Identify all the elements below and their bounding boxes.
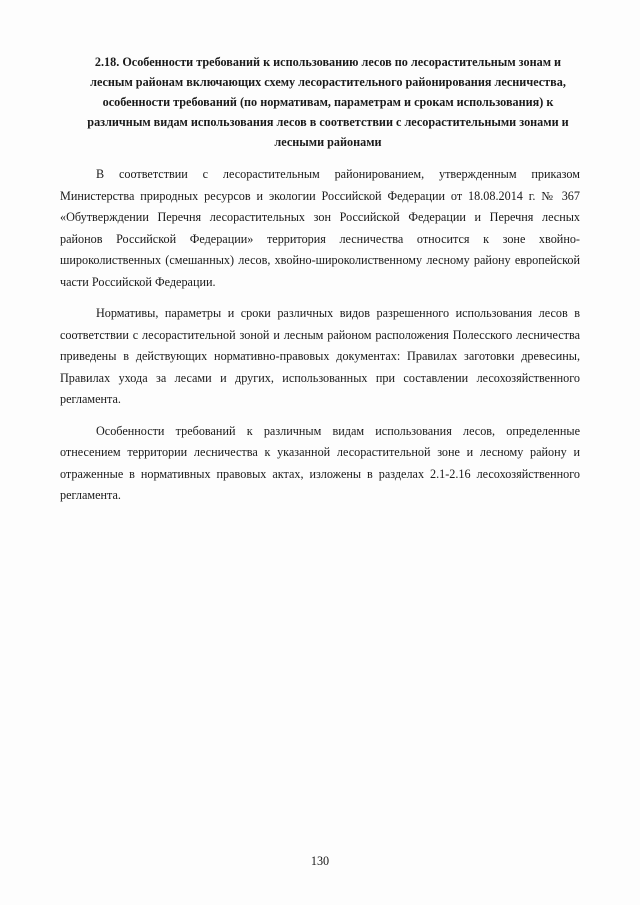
paragraph-line: В соответствии с лесорастительным районированием, утвержденным приказом bbox=[96, 167, 580, 181]
paragraph-line: соответствии с лесорастительной зоной и лесным районом расположения Полесского лесничества bbox=[60, 327, 580, 342]
paragraph-line: регламента. bbox=[60, 488, 121, 502]
paragraph bbox=[60, 421, 580, 507]
paragraph-line: широколиственных (смешанных) лесов, хвойно-широколиственному лесному району европейской bbox=[60, 253, 580, 267]
paragraph-line: отраженные в нормативных правовых актах, изложены в разделах 2.1-2.16 лесохозяйственного bbox=[60, 466, 580, 481]
paragraph-line: Нормативы, параметры и сроки различных видов разрешенного использования лесов в bbox=[96, 306, 580, 320]
paragraph-line: районов Российской Федерации» территория лесничества относится к зоне хвойно- bbox=[60, 231, 580, 246]
paragraph bbox=[60, 303, 580, 411]
paragraph-line: регламента. bbox=[60, 392, 121, 406]
paragraph-line: Правилах ухода за лесами и других, использованных при составлении лесохозяйственного bbox=[60, 370, 580, 385]
heading-line: 2.18. Особенности требований к использованию лесов по лесорастительным зонам и bbox=[94, 55, 562, 69]
paragraph-line: Особенности требований к различным видам использования лесов, определенные bbox=[96, 423, 580, 438]
paragraph-line: «Обутверждении Перечня лесорастительных зон Российской Федерации и Перечня лесных bbox=[60, 210, 580, 224]
paragraph-line: части Российской Федерации. bbox=[60, 274, 216, 289]
paragraph-line: приведены в действующих нормативно-правовых документах: Правилах заготовки древесины, bbox=[60, 349, 580, 363]
page-number: 130 bbox=[310, 854, 330, 868]
section-heading bbox=[58, 52, 598, 152]
body-text bbox=[60, 164, 580, 517]
heading-line: различным видам использования лесов в соответствии с лесорастительными зонами и bbox=[87, 115, 569, 129]
heading-line: лесными районами bbox=[274, 135, 382, 149]
heading-line: лесным районам включающих схему лесорастительного районирования лесничества, bbox=[90, 75, 566, 89]
paragraph bbox=[60, 164, 580, 293]
heading-line: особенности требований (по нормативам, параметрам и срокам использования) к bbox=[102, 95, 554, 109]
paragraph-line: Министерства природных ресурсов и экологии Российской Федерации от 18.08.2014 г. № 367 bbox=[60, 188, 580, 203]
paragraph-line: отнесением территории лесничества к указанной лесорастительной зоне и лесному району и bbox=[60, 445, 580, 459]
